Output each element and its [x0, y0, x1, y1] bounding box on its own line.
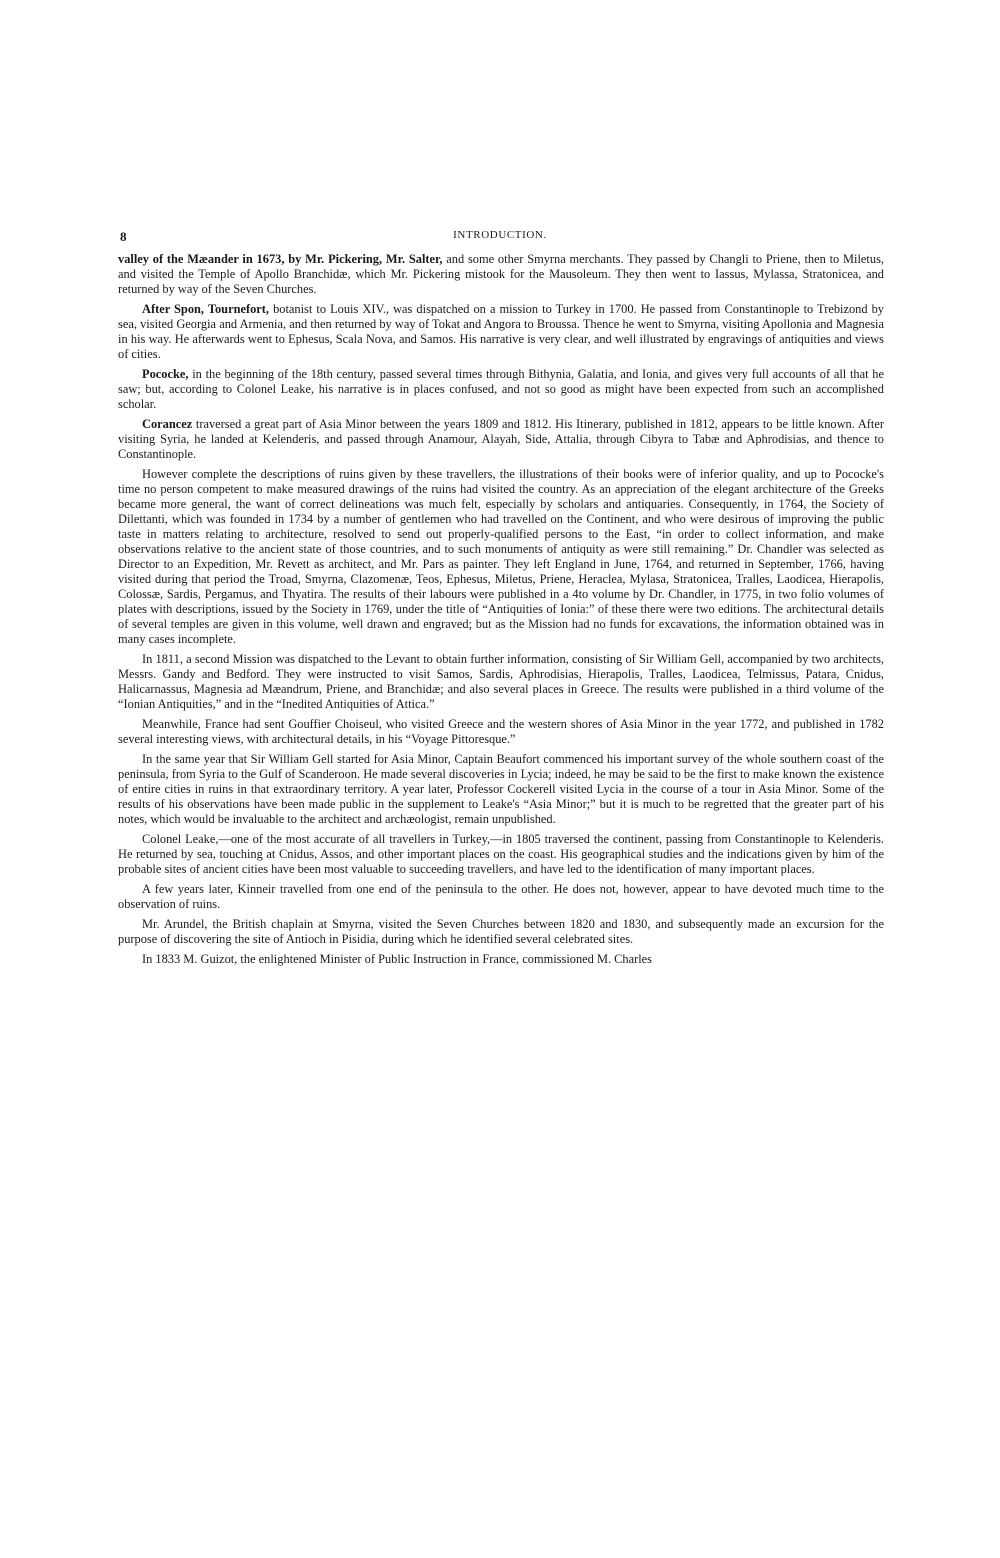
- paragraph-text: Meanwhile, France had sent Gouffier Choiseul, who visited Greece and the western shores of Asia Minor in the year 1772, and published in 1782 several interesting views, with architectural details, in his “Voyage Pittoresque.”: [118, 717, 884, 746]
- paragraph: [118, 252, 884, 297]
- paragraph: [118, 882, 884, 912]
- bold-lead: valley of the Mæander in 1673, by Mr. Pickering, Mr. Salter,: [118, 252, 443, 266]
- paragraph-text: and some other Smyrna merchants. They passed by Changli to Priene, then to Miletus, and visited the Temple of Apollo Branchidæ, which Mr. Pickering mistook for the Mausoleum. They then went to Iassus, Mylassa, Stratonicea, and returned by way of the Seven Churches.: [118, 252, 884, 296]
- paragraph-text: traversed a great part of Asia Minor between the years 1809 and 1812. His Itinerary, published in 1812, appears to be little known. After visiting Syria, he landed at Kelenderis, and passed through Anamour, Alayah, Side, Attalia, through Cibyra to Tabæ and Aphrodisias, and thence to Constantinople.: [118, 417, 884, 461]
- paragraph-text: in the beginning of the 18th century, passed several times through Bithynia, Galatia, and Ionia, and gives very full accounts of all that he saw; but, according to Colonel Leake, his narrative is in places confused, and not so good as might have been expected from such an accomplished scholar.: [118, 367, 884, 411]
- paragraph: [118, 467, 884, 647]
- paragraph-text: However complete the descriptions of ruins given by these travellers, the illustrations of their books were of inferior quality, and up to Pococke's time no person competent to make measured drawings of the ruins had visited the country. As an appreciation of the elegant architecture of the Greeks became more general, the want of correct delineations was much felt, especially by scholars and antiquaries. Consequently, in 1764, the Society of Dilettanti, which was founded in 1734 by a number of gentlemen who had travelled on the Continent, and who were desirous of improving the public taste in matters relating to architecture, resolved to send out properly-qualified persons to the East, “in order to collect information, and make observations relative to the ancient state of those countries, and to such monuments of antiquity as were still remaining.” Dr. Chandler was selected as Director to an Expedition, Mr. Revett as architect, and Mr. Pars as painter. They left England in June, 1764, and returned in September, 1766, having visited during that period the Troad, Smyrna, Clazomenæ, Teos, Ephesus, Miletus, Priene, Heraclea, Mylasa, Stratonicea, Tralles, Laodicea, Hierapolis, Colossæ, Sardis, Pergamus, and Thyatira. The results of their labours were published in a 4to volume by Dr. Chandler, in 1775, in two folio volumes of plates with descriptions, issued by the Society in 1769, under the title of “Antiquities of Ionia:” of these there were two editions. The architectural details of several temples are given in this volume, well drawn and engraved; but as the Mission had no funds for excavations, the information obtained was in many cases incomplete.: [118, 467, 884, 646]
- paragraph-text: A few years later, Kinneir travelled from one end of the peninsula to the other. He does not, however, appear to have devoted much time to the observation of ruins.: [118, 882, 884, 911]
- paragraph-text: botanist to Louis XIV., was dispatched on a mission to Turkey in 1700. He passed from Constantinople to Trebizond by sea, visited Georgia and Armenia, and then returned by way of Tokat and Angora to Broussa. Thence he went to Smyrna, visiting Apollonia and Magnesia in his way. He afterwards went to Ephesus, Scala Nova, and Samos. His narrative is very clear, and well illustrated by engravings of antiquities and views of cities.: [118, 302, 885, 361]
- page-header: [120, 229, 880, 249]
- bold-lead: Pococke,: [142, 367, 189, 381]
- paragraph-text: In 1833 M. Guizot, the enlightened Minister of Public Instruction in France, commissioned M. Charles: [142, 952, 653, 966]
- paragraph-text: In 1811, a second Mission was dispatched to the Levant to obtain further information, consisting of Sir William Gell, accompanied by two architects, Messrs. Gandy and Bedford. They were instructed to visit Samos, Sardis, Aphrodisias, Hierapolis, Tralles, Laodicea, Telmissus, Patara, Cnidus, Halicarnassus, Magnesia ad Mæandrum, Priene, and Branchidæ; and also several places in Greece. The results were published in a third volume of the “Ionian Antiquities,” and in the “Inedited Antiquities of Attica.”: [118, 652, 884, 711]
- paragraph: [118, 417, 884, 462]
- running-title: INTRODUCTION.: [453, 229, 547, 241]
- page-number: 8: [120, 229, 127, 244]
- paragraph: [118, 652, 884, 712]
- body-text: [118, 252, 884, 972]
- paragraph: [118, 717, 884, 747]
- paragraph: [118, 952, 884, 967]
- paragraph: [118, 367, 884, 412]
- paragraph: [118, 917, 884, 947]
- paragraph-text: Mr. Arundel, the British chaplain at Smyrna, visited the Seven Churches between 1820 and 1830, and subsequently made an excursion for the purpose of discovering the site of Antioch in Pisidia, during which he identified several celebrated sites.: [118, 917, 884, 946]
- bold-lead: Corancez: [142, 417, 193, 431]
- paragraph: [118, 752, 884, 827]
- paragraph-text: Colonel Leake,—one of the most accurate of all travellers in Turkey,—in 1805 traversed the continent, passing from Constantinople to Kelenderis. He returned by sea, touching at Cnidus, Assos, and other important places on the coast. His geographical studies and the indications given by him of the probable sites of ancient cities have been most valuable to succeeding travellers, and have led to the identification of many important places.: [118, 832, 884, 876]
- bold-lead: After Spon, Tournefort,: [142, 302, 270, 316]
- paragraph: [118, 832, 884, 877]
- paragraph: [118, 302, 884, 362]
- paragraph-text: In the same year that Sir William Gell started for Asia Minor, Captain Beaufort commenced his important survey of the whole southern coast of the peninsula, from Syria to the Gulf of Scanderoon. He made several discoveries in Lycia; indeed, he may be said to be the first to make known the existence of entire cities in ruins in that extraordinary territory. A year later, Professor Cockerell visited Lycia in the course of a tour in Asia Minor. Some of the results of his observations have been made public in the supplement to Leake's “Asia Minor;” but it is much to be regretted that the greater part of his notes, which would be invaluable to the architect and archæologist, remain unpublished.: [118, 752, 884, 826]
